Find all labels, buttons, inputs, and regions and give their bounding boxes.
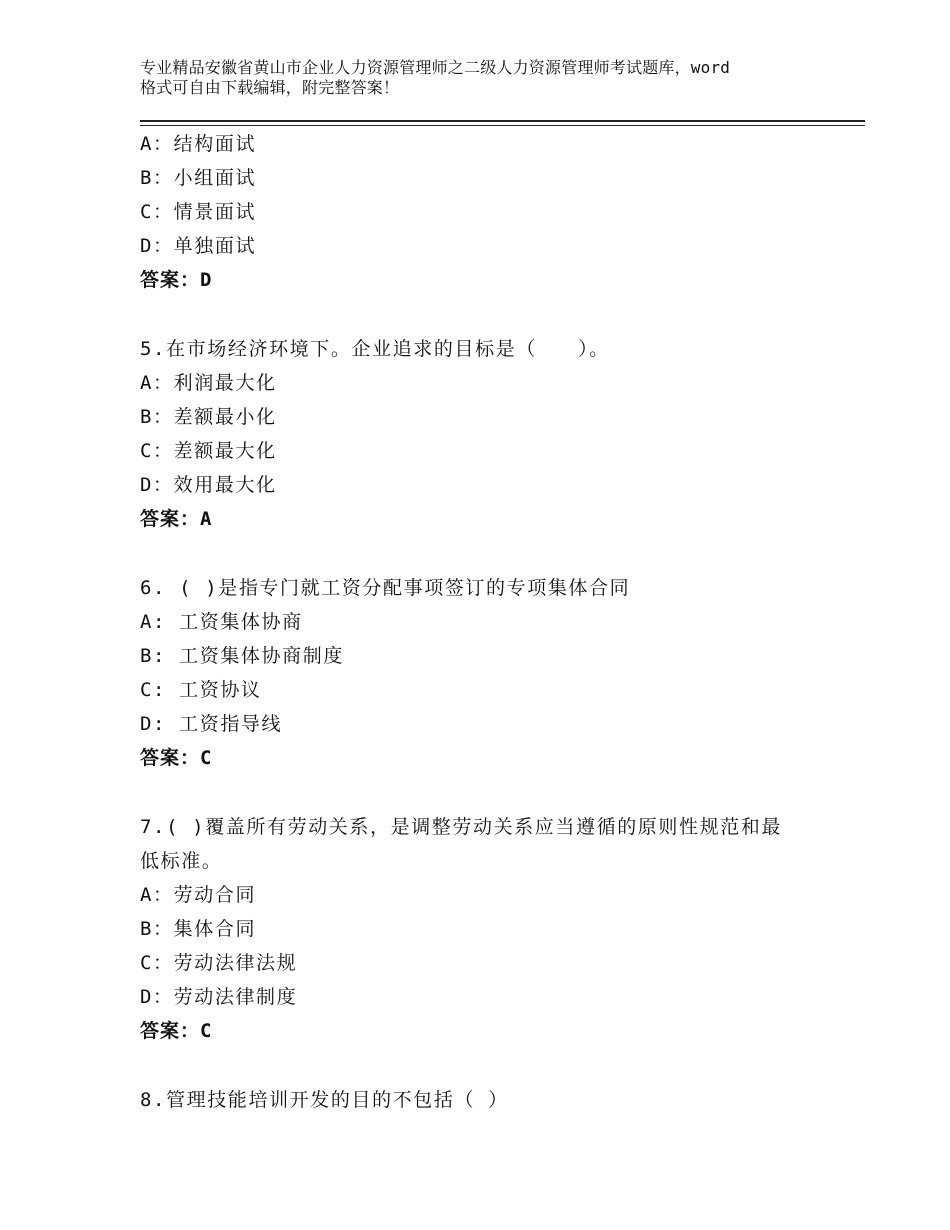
document-header — [140, 58, 840, 98]
option-a: A：结构面试 — [140, 133, 257, 155]
option-a: A：劳动合同 — [140, 884, 257, 906]
header-line-2: 格式可自由下载编辑，附完整答案！ — [140, 78, 400, 97]
question-4 — [140, 127, 840, 297]
option-b: B：小组面试 — [140, 167, 257, 189]
option-d: D：单独面试 — [140, 235, 257, 257]
question-8 — [140, 1083, 840, 1117]
option-c: C：差额最大化 — [140, 440, 277, 462]
question-text: 6. ( )是指专门就工资分配事项签订的专项集体合同 — [140, 577, 631, 599]
header-line-1: 专业精品安徽省黄山市企业人力资源管理师之二级人力资源管理师考试题库，word — [140, 58, 731, 77]
question-text-line-1: 7.( )覆盖所有劳动关系，是调整劳动关系应当遵循的原则性规范和最 — [140, 816, 782, 838]
option-d: D: 工资指导线 — [140, 713, 283, 735]
option-d: D：效用最大化 — [140, 474, 277, 496]
header-divider-thin — [140, 125, 865, 126]
option-b: B：差额最小化 — [140, 406, 277, 428]
spacer — [140, 297, 840, 332]
option-b: B: 工资集体协商制度 — [140, 645, 344, 667]
option-d: D：劳动法律制度 — [140, 986, 298, 1008]
spacer — [140, 536, 840, 571]
question-5 — [140, 332, 840, 536]
spacer — [140, 1048, 840, 1083]
question-7 — [140, 810, 840, 1048]
option-c: C：情景面试 — [140, 201, 257, 223]
question-text: 8.管理技能培训开发的目的不包括（ ） — [140, 1089, 509, 1111]
answer: 答案：C — [140, 1020, 213, 1042]
question-text-line-2: 低标准。 — [140, 850, 223, 872]
header-divider-thick — [140, 120, 865, 122]
answer: 答案：A — [140, 508, 213, 530]
option-c: C: 工资协议 — [140, 679, 262, 701]
spacer — [140, 775, 840, 810]
option-a: A：利润最大化 — [140, 372, 277, 394]
question-list — [140, 127, 840, 1117]
answer: 答案：C — [140, 747, 213, 769]
option-b: B：集体合同 — [140, 918, 257, 940]
answer: 答案：D — [140, 269, 213, 291]
option-c: C：劳动法律法规 — [140, 952, 298, 974]
option-a: A: 工资集体协商 — [140, 611, 303, 633]
question-text: 5.在市场经济环境下。企业追求的目标是（ ）。 — [140, 338, 610, 360]
question-6 — [140, 571, 840, 775]
